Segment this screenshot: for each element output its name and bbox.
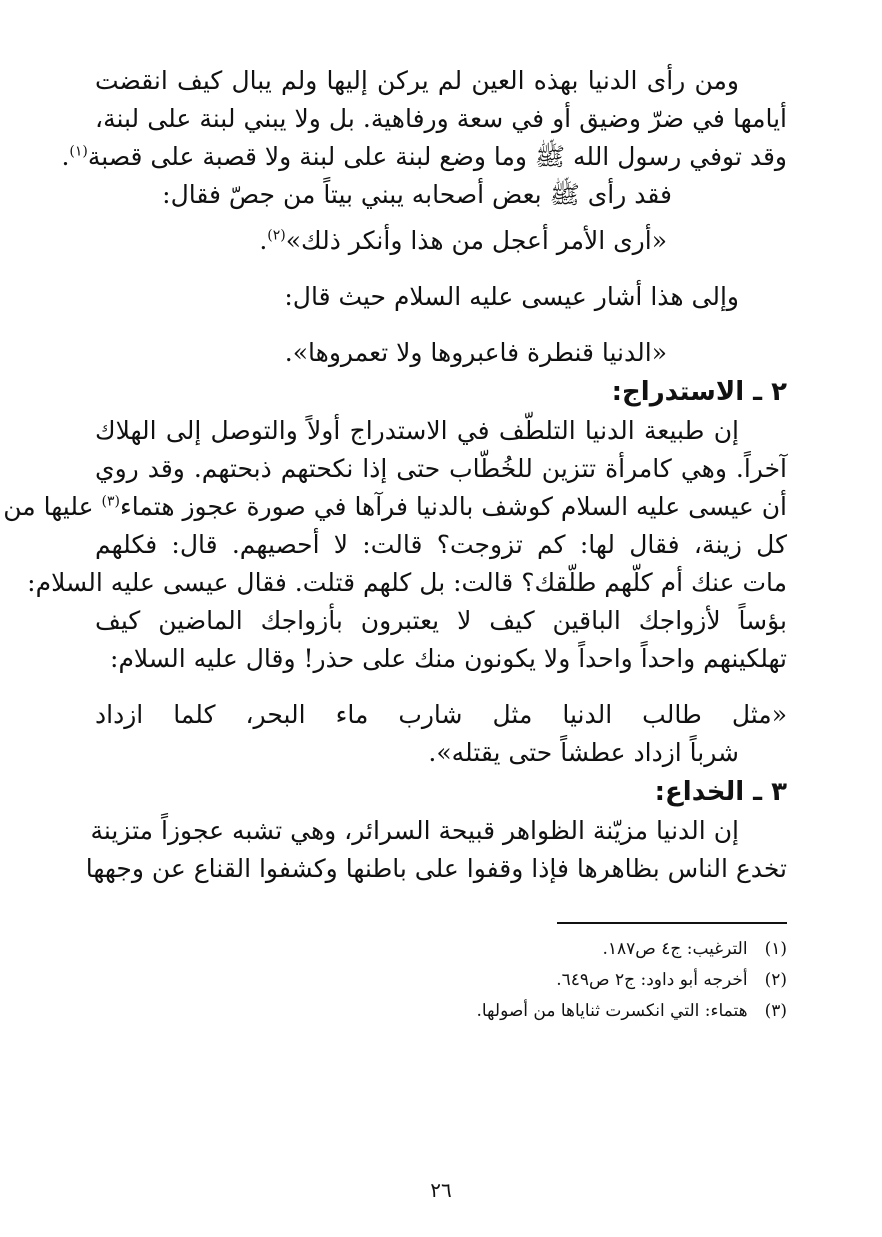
section-heading-2: ٢ ـ الاستدراج:	[611, 377, 787, 407]
quote-1	[95, 222, 787, 260]
paragraph-line: مات عنك أم كلّهم طلّقك؟ قالت: بل كلهم قتلت. فقال عيسى عليه السلام:	[27, 568, 787, 597]
paragraph-line: ومن رأى الدنيا بهذه العين لم يركن إليها ولم يبال كيف انقضت	[95, 66, 739, 95]
paragraph-line: تهلكينهم واحداً واحداً ولا يكونون منك على حذر! وقال عليه السلام:	[110, 644, 787, 673]
paragraph-line	[61, 138, 787, 176]
footnote-number: (٢)	[764, 970, 787, 990]
section-heading-3: ٣ ـ الخداع:	[654, 777, 787, 807]
quote-line: شرباً ازداد عطشاً حتى يقتله».	[428, 738, 739, 767]
paragraph-text: وقد توفي رسول الله ﷺ وما وضع لبنة على لبنة ولا قصبة على قصبة	[87, 142, 787, 171]
section-3-paragraph	[85, 812, 787, 888]
paragraph-3: وإلى هذا أشار عيسى عليه السلام حيث قال:	[284, 282, 739, 311]
quote-text: .	[259, 226, 268, 255]
paragraph-line: تخدع الناس بظاهرها فإذا وقفوا على باطنها وكشفوا القناع عن وجهها	[85, 854, 787, 883]
paragraph-text: أن عيسى عليه السلام كوشف بالدنيا فرآها في صورة عجوز هتماء	[119, 492, 787, 521]
paragraph-line: آخراً. وهي كامرأة تتزين للخُطّاب حتى إذا نكحتهم ذبحتهم. وقد روي	[95, 454, 787, 483]
paragraph-1	[61, 62, 787, 176]
quote-2: «الدنيا قنطرة فاعبروها ولا تعمروها».	[284, 338, 667, 367]
footnote-ref: (٣)	[101, 493, 120, 510]
paragraph-line	[3, 488, 787, 526]
footnote-text: هتماء: التي انكسرت ثناياها من أصولها.	[476, 1001, 748, 1021]
paragraph-text: .	[61, 142, 70, 171]
footnote-number: (٣)	[764, 1001, 787, 1021]
footnote-text: الترغيب: ج٤ ص١٨٧.	[602, 939, 748, 959]
section-2-paragraph	[3, 412, 787, 678]
footnote-ref: (٢)	[267, 227, 286, 244]
paragraph-line: بؤساً لأزواجك الباقين كيف لا يعتبرون بأزواجك الماضين كيف	[95, 606, 787, 635]
paragraph-line: إن الدنيا مزيّنة الظواهر قبيحة السرائر، وهي تشبه عجوزاً متزينة	[90, 816, 739, 845]
paragraph-line: أيامها في ضرّ وضيق أو في سعة ورفاهية. بل ولا يبني لبنة على لبنة،	[95, 104, 787, 133]
footnote-text: أخرجه أبو داود: ج٢ ص٦٤٩.	[556, 970, 748, 990]
footnote-ref: (١)	[69, 143, 88, 160]
footnote-divider	[557, 922, 787, 924]
paragraph-line: كل زينة، فقال لها: كم تزوجت؟ قالت: لا أحصيهم. قال: فكلهم	[95, 530, 787, 559]
page-number: ٢٦	[430, 1178, 452, 1202]
page-body	[3, 62, 787, 1027]
paragraph-line: إن طبيعة الدنيا التلطّف في الاستدراج أولاً والتوصل إلى الهلاك	[95, 416, 739, 445]
quote-line: «مثل طالب الدنيا مثل شارب ماء البحر، كلما ازداد	[95, 700, 787, 729]
section-2-quote	[95, 696, 787, 772]
footnote-number: (١)	[764, 939, 787, 959]
footnotes	[95, 934, 787, 1027]
quote-text: «أرى الأمر أعجل من هذا وأنكر ذلك»	[285, 226, 667, 255]
footnote-1	[95, 934, 787, 965]
paragraph-2: فقد رأى ﷺ بعض أصحابه يبني بيتاً من جصّ فقال:	[162, 180, 672, 209]
paragraph-text: عليها من	[3, 492, 102, 521]
footnote-2	[95, 965, 787, 996]
footnote-3	[95, 996, 787, 1027]
